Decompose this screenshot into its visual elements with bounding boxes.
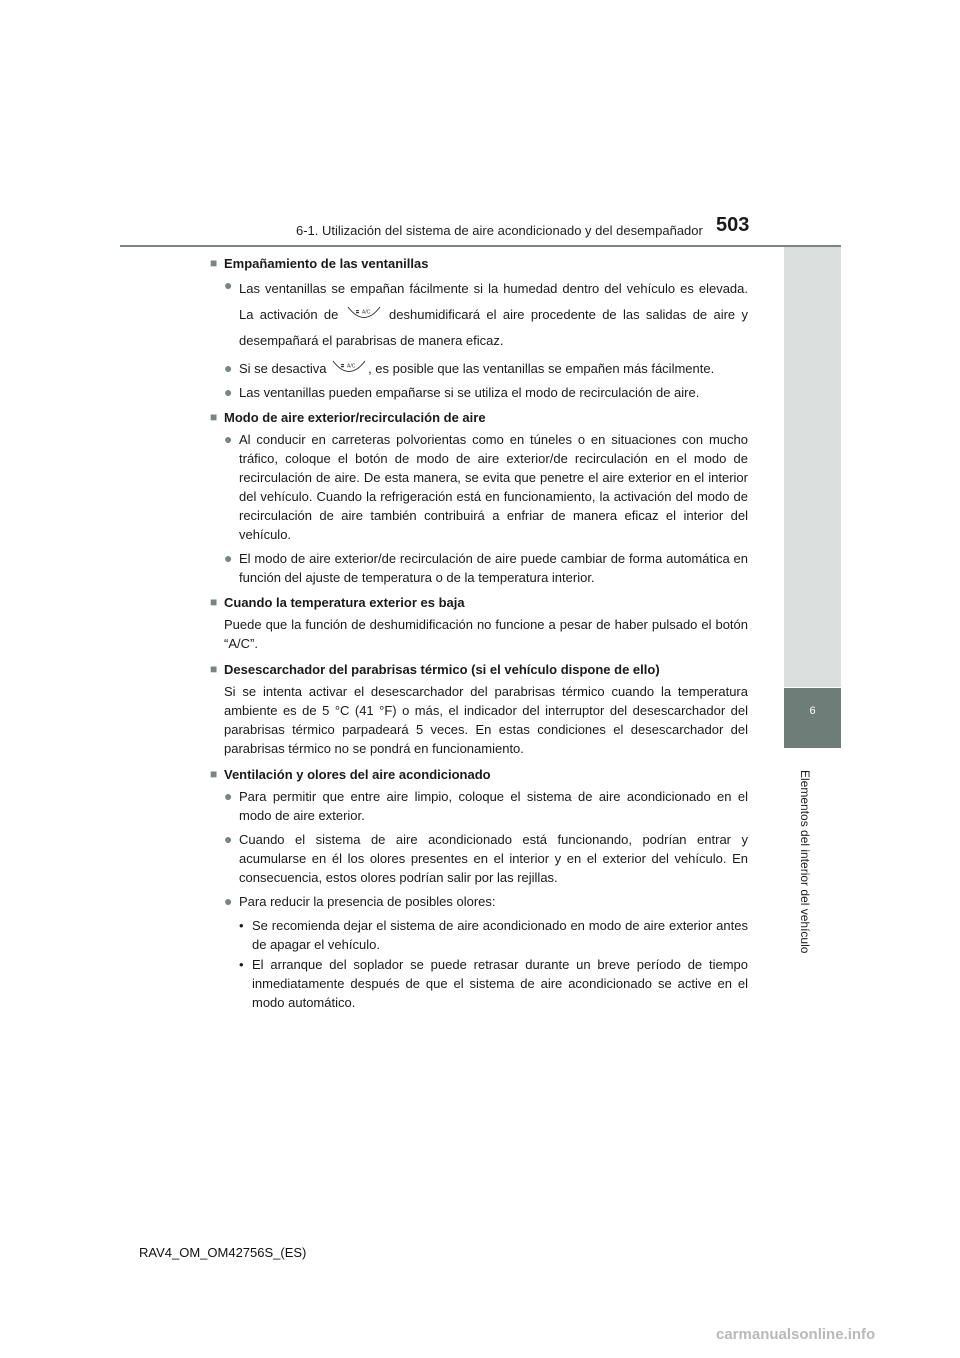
chapter-label: Elementos del interior del vehículo xyxy=(798,770,812,954)
sub-bullet-icon: • xyxy=(239,918,244,933)
svg-text:A/C: A/C xyxy=(361,309,371,316)
list-item: ● Al conducir en carreteras polvorientas como en túneles o en situaciones con mucho tráfico, coloque el botón de modo de aire exterior/de recirculación en el modo de recirculación de aire. De esta manera, se evita que penetre el aire exterior en el interior del vehículo. Cuando la refrigeración está en funcionamiento, la activación del modo de recirculación de aire también contribuirá a enfriar de manera eficaz el interior del vehículo. xyxy=(224,431,748,542)
section-text: Puede que la función de deshumidificación no funcione a pesar de haber pulsado el botón “A/C”. xyxy=(224,617,748,651)
round-bullet-icon: ● xyxy=(224,384,233,400)
section-title: ■ Ventilación y olores del aire acondicionado xyxy=(210,767,491,782)
section-ventilation-odors xyxy=(210,765,748,1012)
square-bullet-icon: ■ xyxy=(210,662,218,676)
sidebar-band xyxy=(784,247,841,687)
round-bullet-icon: ● xyxy=(224,788,233,804)
section-title: ■ Desescarchador del parabrisas térmico (si el vehículo dispone de ello) xyxy=(210,662,660,677)
ac-button-icon xyxy=(332,360,366,376)
square-bullet-icon: ■ xyxy=(210,767,218,781)
round-bullet-icon: ● xyxy=(224,831,233,847)
section-title: ■ Empañamiento de las ventanillas xyxy=(210,256,429,271)
section-windshield-deicer xyxy=(210,660,748,758)
chapter-number: 6 xyxy=(809,705,816,717)
list-item: ● Para reducir la presencia de posibles olores: xyxy=(224,893,496,909)
section-recirculation xyxy=(210,408,748,587)
square-bullet-icon: ■ xyxy=(210,595,218,609)
chapter-tab xyxy=(784,688,841,748)
sub-list-item: • El arranque del soplador se puede retrasar durante un breve período de tiempo inmediatamente después de que el sistema de aire acondicionado se active en el modo automático. xyxy=(239,957,748,1010)
svg-text:A/C: A/C xyxy=(347,363,356,370)
list-item: ● Las ventanillas se empañan fácilmente si la humedad dentro del vehículo es elevada. La activación de A/C deshumidificará el aire procedente de las salidas de aire y desempañará el parabrisas de manera eficaz. xyxy=(224,276,748,354)
round-bullet-icon: ● xyxy=(224,431,233,447)
page-number: 503 xyxy=(716,214,750,236)
list-item: ● Para permitir que entre aire limpio, coloque el sistema de aire acondicionado en el modo de aire exterior. xyxy=(224,788,748,823)
list-item: ● Las ventanillas pueden empañarse si se utiliza el modo de recirculación de aire. xyxy=(224,384,700,400)
section-fogging xyxy=(210,254,748,402)
round-bullet-icon: ● xyxy=(224,277,233,293)
header-title: 6-1. Utilización del sistema de aire acondicionado y del desempañador xyxy=(296,223,703,238)
ac-button-icon xyxy=(347,306,381,322)
square-bullet-icon: ■ xyxy=(210,410,218,424)
page-content xyxy=(210,254,748,1018)
section-title: ■ Cuando la temperatura exterior es baja xyxy=(210,595,465,610)
section-text: Si se intenta activar el desescarchador del parabrisas térmico cuando la temperatura ambiente es de 5 °C (41 °F) o más, el indicador del interruptor del desescarchador del parabrisas térmico parpadeará 5 veces. En estas condiciones el desescarchador del parabrisas térmico no se pondrá en funcionamiento. xyxy=(224,684,748,756)
round-bullet-icon: ● xyxy=(224,360,233,376)
section-title: ■ Modo de aire exterior/recirculación de aire xyxy=(210,410,486,425)
square-bullet-icon: ■ xyxy=(210,256,218,270)
round-bullet-icon: ● xyxy=(224,893,233,909)
header-divider xyxy=(120,245,841,247)
list-item: ● Si se desactiva A/C , es posible que las ventanillas se empañen más fácilmente. xyxy=(224,360,715,376)
sub-list-item: • Se recomienda dejar el sistema de aire acondicionado en modo de aire exterior antes de apagar el vehículo. xyxy=(239,918,748,952)
section-low-temperature xyxy=(210,593,748,653)
sub-bullet-icon: • xyxy=(239,957,244,972)
watermark: carmanualsonline.info xyxy=(716,1326,876,1343)
round-bullet-icon: ● xyxy=(224,550,233,566)
footer-document-code: RAV4_OM_OM42756S_(ES) xyxy=(139,1245,307,1260)
list-item: ● Cuando el sistema de aire acondicionado está funcionando, podrían entrar y acumularse en él los olores presentes en el interior y en el exterior del vehículo. En consecuencia, estos olores podrían salir por las rejillas. xyxy=(224,831,748,885)
list-item: ● El modo de aire exterior/de recirculación de aire puede cambiar de forma automática en función del ajuste de temperatura o de la temperatura interior. xyxy=(224,550,748,585)
